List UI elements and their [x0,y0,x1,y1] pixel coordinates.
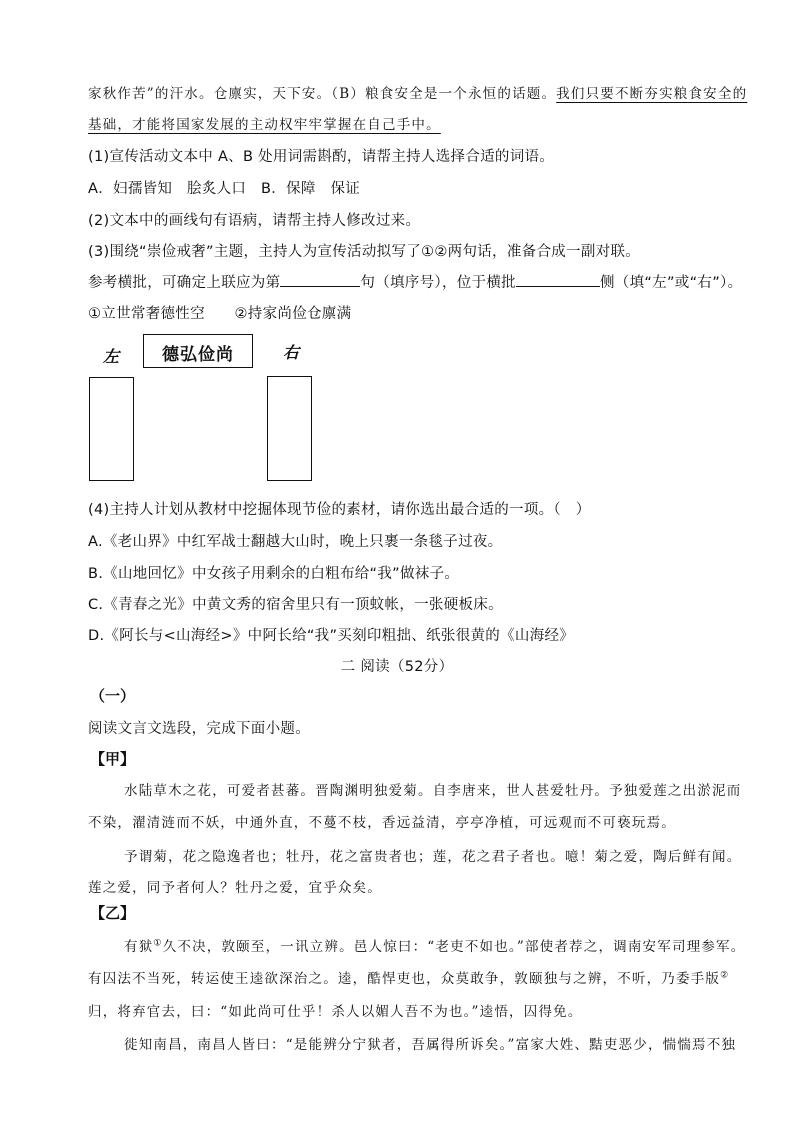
passage-text: 家秋作苦”的汗水。仓廪实，天下安。（B）粮食安全是一个永恒的话题。 [88,86,557,102]
yi-paragraph-1-line-1 [124,935,745,955]
text-jia-label: 【甲】 [90,750,136,768]
yi-text: 有狱 [124,939,154,955]
yi-paragraph-1-line-3: 归，将弃官去，曰：“如此尚可仕乎！杀人以媚人吾不为也。”逵悟，囚得免。 [88,1004,583,1020]
part-label: （一） [90,687,136,705]
question-3: (3)围绕“崇俭戒奢”主题，主持人为宣传活动拟写了①②两句话，准备合成一副对联。 [88,244,641,260]
question-3-couplet-lines: ①立世常奢德性空 ②持家尚俭仓廪满 [88,306,352,322]
yi-paragraph-2-line-1: 徙知南昌，南昌人皆曰：“是能辨分宁狱者，吾属得所诉矣。”富家大姓、黠吏恶少，惴惴焉不独 [124,1037,737,1053]
jia-paragraph-2-line-2: 莲之爱，同予者何人？牡丹之爱，宜乎众矣。 [88,880,382,896]
question-3-reference [88,271,742,292]
question-4: (4)主持人计划从教材中挖掘体现节俭的素材，请你选出最合适的一项。（ ） [88,502,591,518]
reference-text-a: 参考横批，可确定上联应为第 [88,275,281,291]
passage-line-1 [88,82,747,102]
horizontal-scroll-box [143,334,253,368]
footnote-1-marker: ① [153,938,163,949]
question-2: (2)文本中的画线句有语病，请帮主持人修改过来。 [88,213,421,229]
reading-instruction: 阅读文言文选段，完成下面小题。 [88,721,310,737]
question-4-option-c: C.《青春之光》中黄文秀的宿舍里只有一顶蚊帐，一张硬板床。 [88,597,503,613]
question-4-option-b: B.《山地回忆》中女孩子用剩余的白粗布给“我”做袜子。 [88,566,460,582]
footnote-2-marker: ② [720,970,730,981]
right-couplet-box[interactable] [267,376,312,481]
yi-paragraph-1-line-2 [88,967,729,987]
jia-paragraph-2-line-1: 予谓菊，花之隐逸者也；牡丹，花之富贵者也；莲，花之君子者也。噫！菊之爱，陶后鲜有闻。 [124,849,742,865]
question-1: (1)宣传活动文本中 A、B 处用词需斟酌，请帮主持人选择合适的词语。 [88,149,555,165]
question-4-option-a: A.《老山界》中红军战士翻越大山时，晚上只裹一条毯子过夜。 [88,534,503,550]
left-couplet-box[interactable] [89,377,134,481]
question-1-options: A．妇孺皆知 脍炙人口 B．保障 保证 [88,181,361,197]
answer-blank-2[interactable] [516,272,600,287]
horizontal-scroll-text: 德弘俭尚 [162,345,234,365]
section-title: 二 阅读（52分） [340,659,454,675]
text-yi-label: 【乙】 [90,904,136,922]
reference-text-b: 句（填序号），位于横批 [360,275,516,291]
right-label: 右 [283,343,300,362]
left-label: 左 [103,347,120,366]
answer-blank-1[interactable] [280,272,360,287]
yi-text: 有囚法不当死，转运使王逵欲深治之。逵，酷悍吏也，众莫敢争，敦颐独与之辨，不听，乃委手版 [88,971,721,987]
jia-paragraph-1-line-2: 不染，濯清涟而不妖，中通外直，不蔓不枝，香远益清，亭亭净植，可远观而不可亵玩焉。 [88,815,676,831]
yi-text: 久不决，敦颐至，一讯立辨。邑人惊曰：“老吏不如也。”部使者荐之，调南安军司理参军。 [162,939,746,955]
reference-text-c: 侧（填“左”或“右”）。 [599,275,743,291]
underlined-sentence: 我们只要不断夯实粮食安全的 [556,86,748,102]
question-4-option-d: D.《阿长与<山海经>》中阿长给“我”买刻印粗拙、纸张很黄的《山海经》 [88,628,575,644]
passage-line-2: 基础，才能将国家发展的主动权牢牢掌握在自己手中。 [88,117,441,133]
jia-paragraph-1-line-1: 水陆草木之花，可爱者甚蕃。晋陶渊明独爱菊。自李唐来，世人甚爱牡丹。予独爱莲之出淤泥而 [124,783,742,799]
